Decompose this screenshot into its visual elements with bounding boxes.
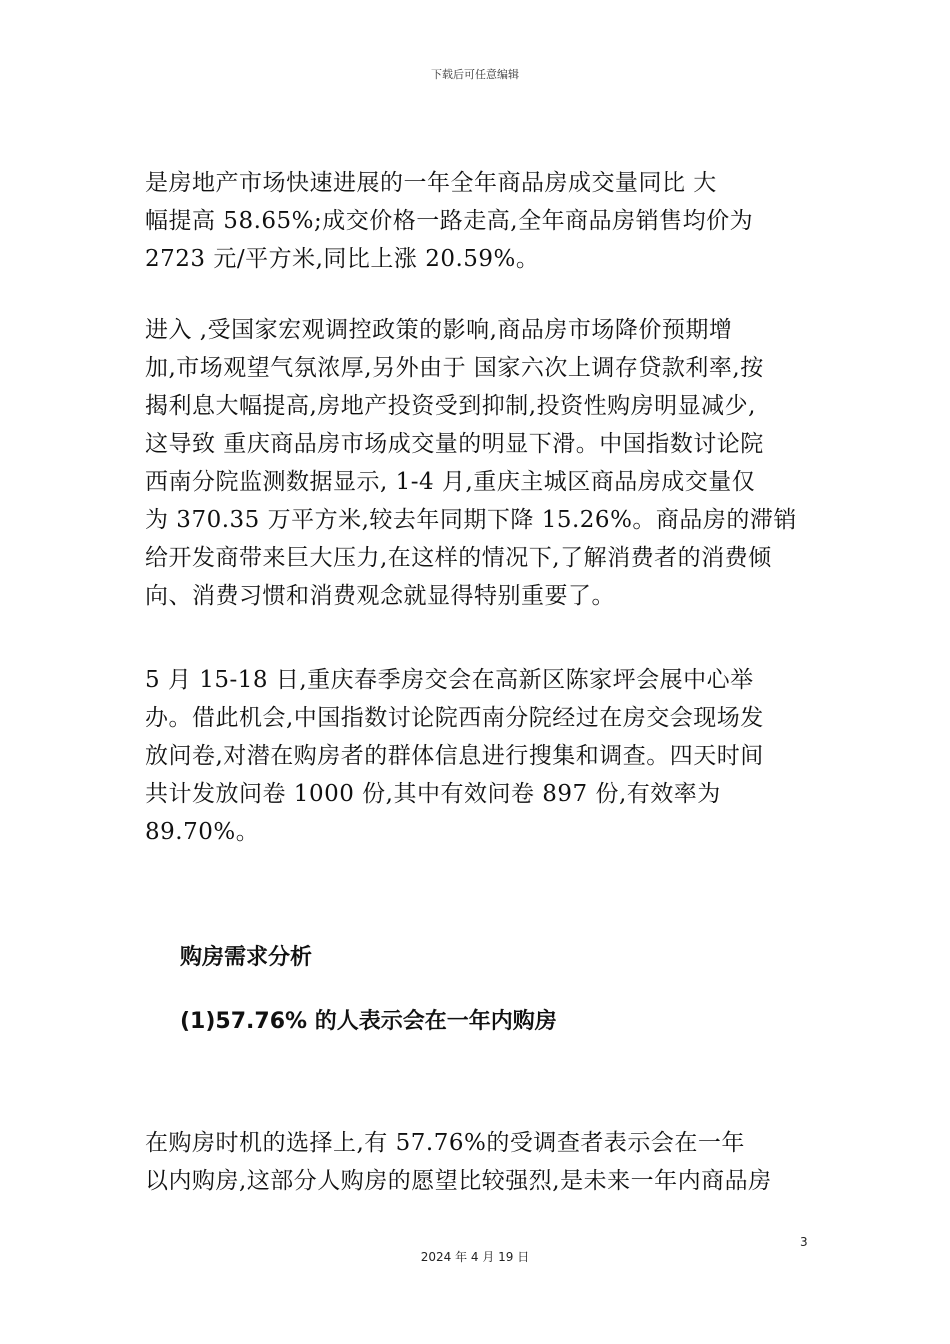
paragraph-line: 给开发商带来巨大压力,在这样的情况下,了解消费者的消费倾: [145, 545, 772, 571]
paragraph-line: 是房地产市场快速进展的一年全年商品房成交量同比 大: [145, 170, 717, 196]
paragraph-line: 2723 元/平方米,同比上涨 20.59%。: [145, 246, 540, 272]
paragraph-line: 为 370.35 万平方米,较去年同期下降 15.26%。商品房的滞销: [145, 507, 797, 533]
paragraph-line: 进入 ,受国家宏观调控政策的影响,商品房市场降价预期增: [145, 317, 733, 343]
paragraph-line: 5 月 15-18 日,重庆春季房交会在高新区陈家坪会展中心举: [145, 667, 754, 693]
paragraph-line: 以内购房,这部分人购房的愿望比较强烈,是未来一年内商品房: [145, 1168, 772, 1194]
paragraph-line: 向、消费习惯和消费观念就显得特别重要了。: [145, 583, 615, 609]
paragraph-line: 共计发放问卷 1000 份,其中有效问卷 897 份,有效率为: [145, 781, 721, 807]
footer-date: 2024 年 4 月 19 日: [420, 1250, 530, 1264]
paragraph-survey-method: [145, 661, 815, 851]
document-header-note: 下载后可任意编辑: [431, 68, 519, 81]
subsection-heading: (1)57.76% 的人表示会在一年内购房: [180, 1009, 557, 1034]
section-heading: 购房需求分析: [180, 945, 313, 970]
paragraph-line: 加,市场观望气氛浓厚,另外由于 国家六次上调存贷款利率,按: [145, 355, 764, 381]
paragraph-line: 西南分院监测数据显示, 1-4 月,重庆主城区商品房成交量仅: [145, 469, 756, 495]
paragraph-line: 揭利息大幅提高,房地产投资受到抑制,投资性购房明显减少,: [145, 393, 756, 419]
paragraph-line: 这导致 重庆商品房市场成交量的明显下滑。中国指数讨论院: [145, 431, 764, 457]
paragraph-purchase-timing: [145, 1124, 815, 1200]
paragraph-line: 幅提高 58.65%;成交价格一路走高,全年商品房销售均价为: [145, 208, 754, 234]
paragraph-line: 89.70%。: [145, 819, 260, 845]
paragraph-line: 办。借此机会,中国指数讨论院西南分院经过在房交会现场发: [145, 705, 764, 731]
paragraph-line: 在购房时机的选择上,有 57.76%的受调查者表示会在一年: [145, 1130, 745, 1156]
paragraph-line: 放问卷,对潜在购房者的群体信息进行搜集和调查。四天时间: [145, 743, 764, 769]
paragraph-market-growth: [145, 164, 815, 278]
page-number: 3: [800, 1235, 808, 1249]
paragraph-policy-impact: [145, 311, 815, 615]
